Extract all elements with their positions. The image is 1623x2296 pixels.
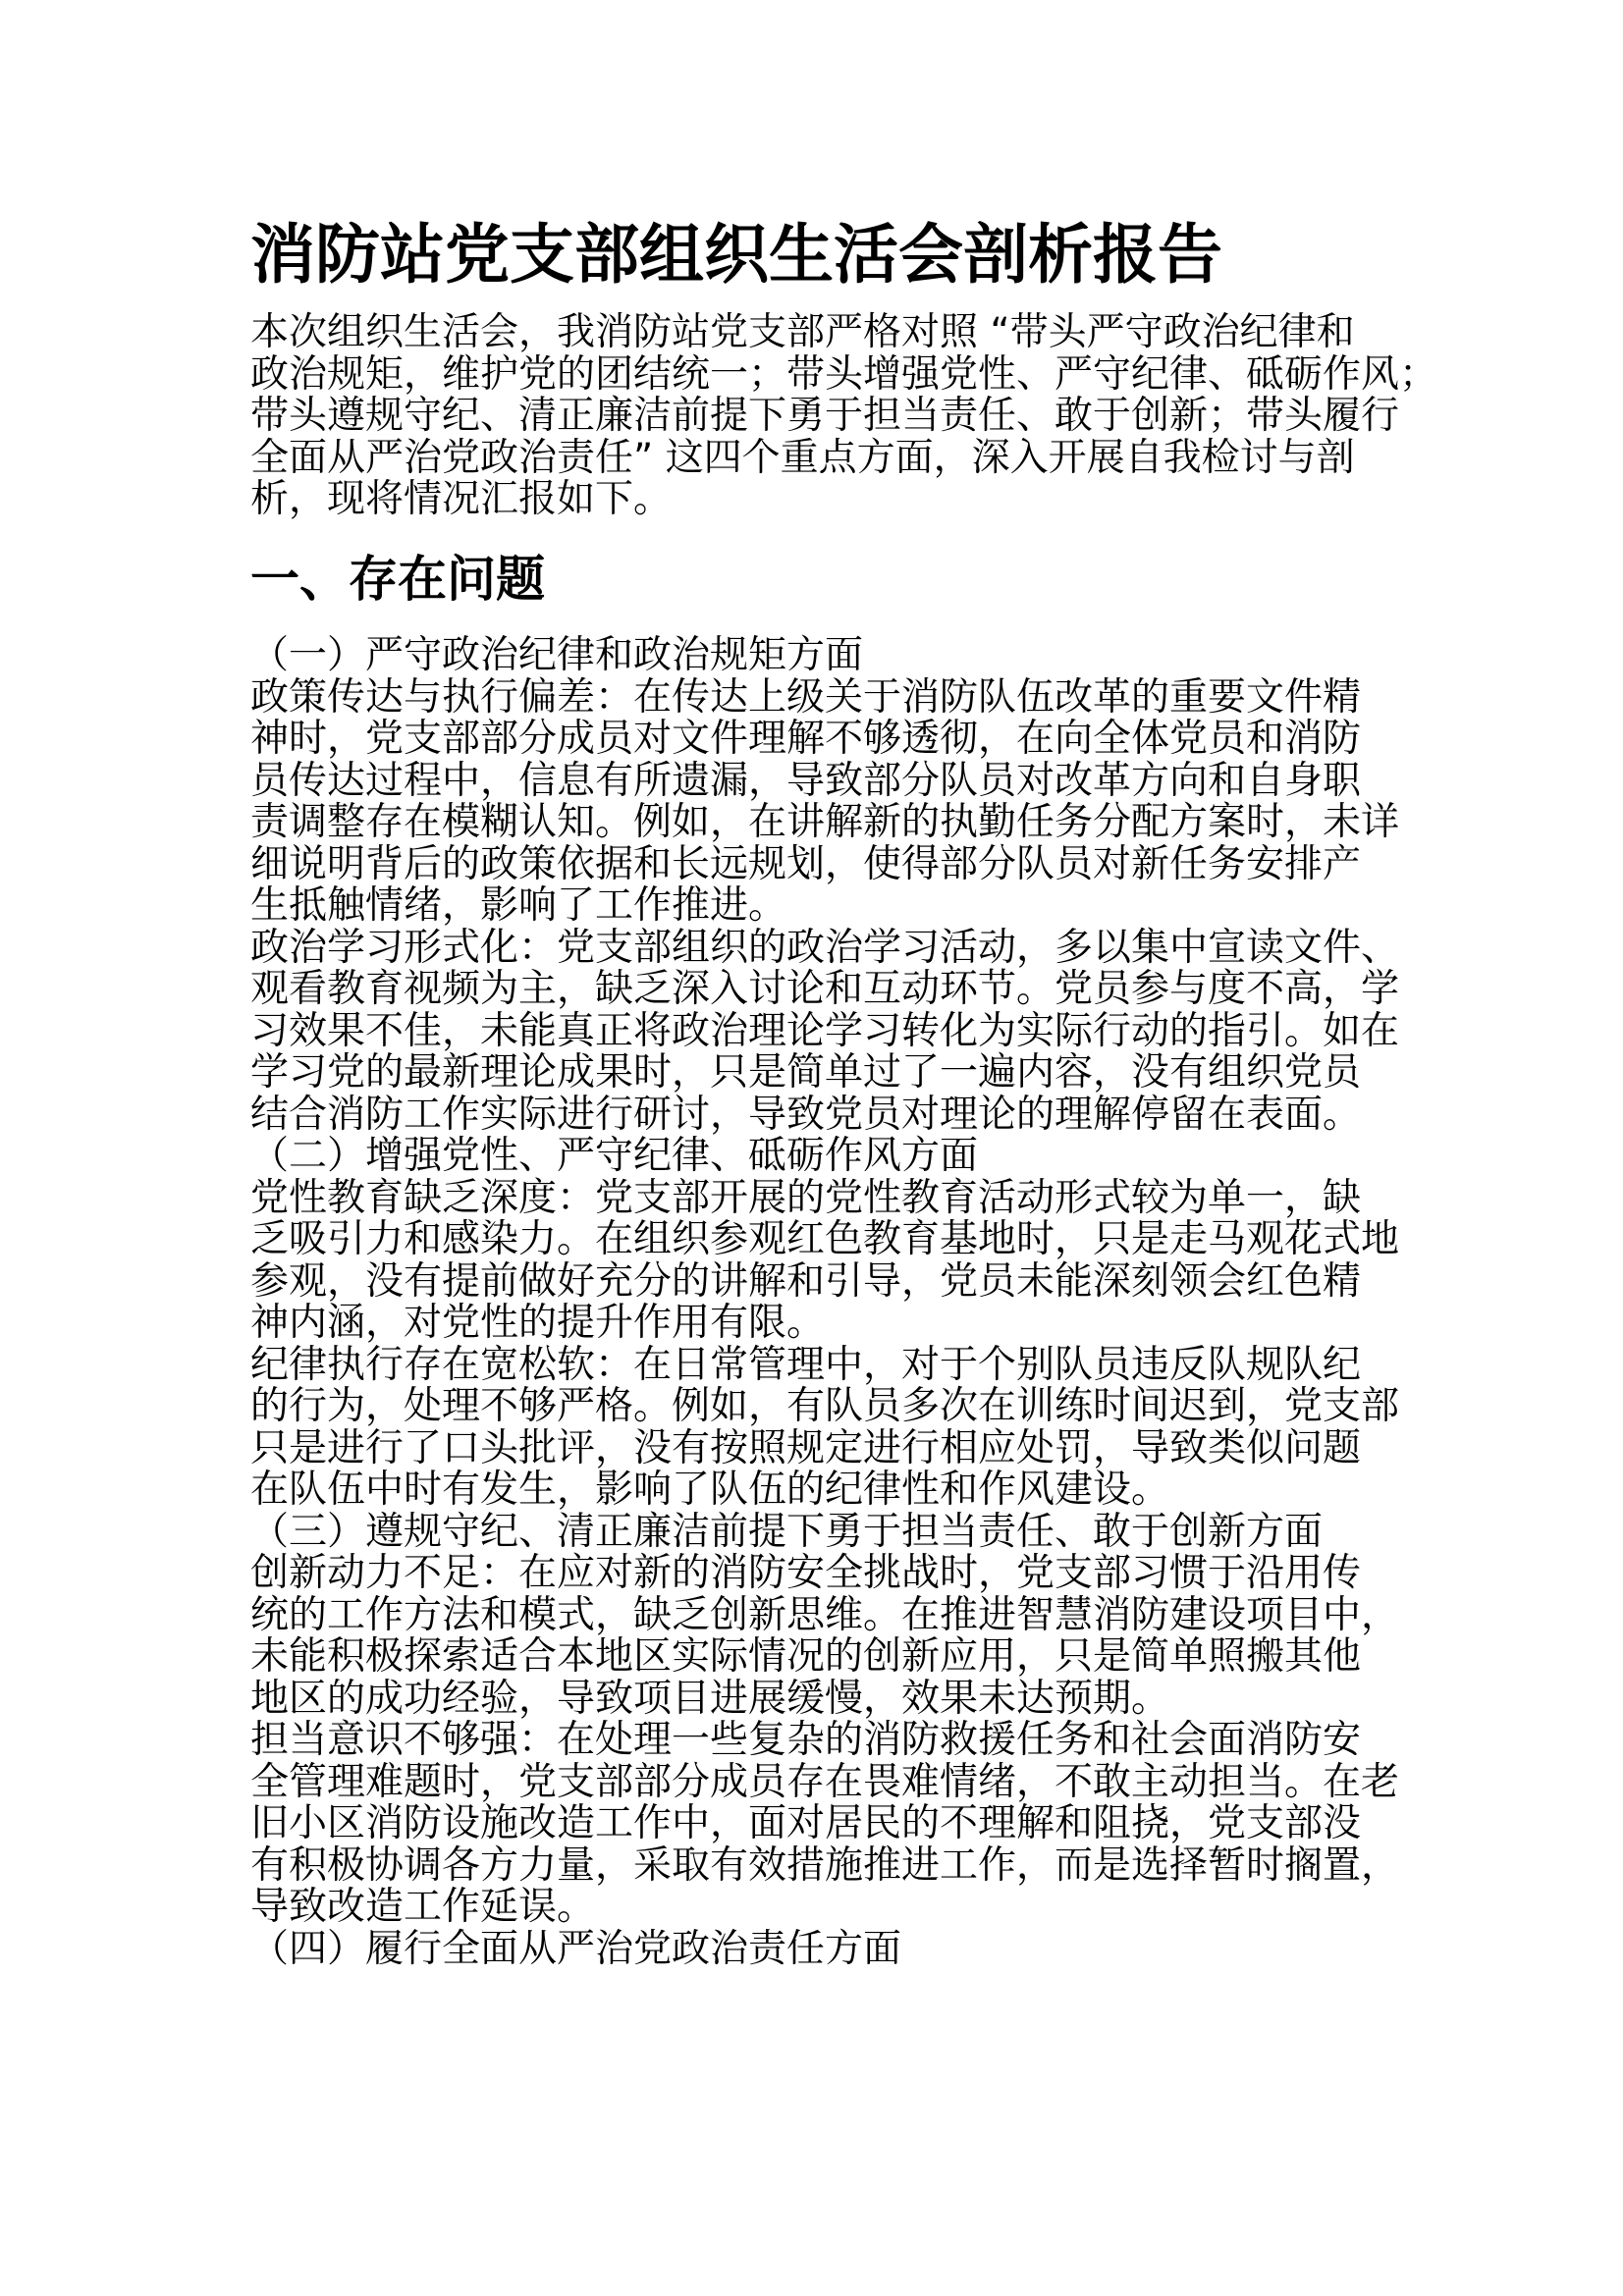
body-line: 在队伍中时有发生，影响了队伍的纪律性和作风建设。 (250, 1468, 1170, 1512)
section-heading-problems: 一、存在问题 (250, 551, 545, 608)
section-body (250, 635, 1399, 1970)
body-line: 创新动力不足：在应对新的消防安全挑战时，党支部习惯于沿用传 (250, 1551, 1362, 1595)
body-line: 未能积极探索适合本地区实际情况的创新应用，只是简单照搬其他 (250, 1634, 1362, 1679)
body-line: （二）增强党性、严守纪律、砥砺作风方面 (250, 1134, 979, 1178)
body-line: 责调整存在模糊认知。例如，在讲解新的执勤任务分配方案时，未详 (250, 800, 1400, 844)
body-line: 担当意识不够强：在处理一些复杂的消防救援任务和社会面消防安 (250, 1718, 1362, 1762)
body-line: 观看教育视频为主，缺乏深入讨论和互动环节。党员参与度不高，学 (250, 967, 1400, 1011)
body-line: 生抵触情绪，影响了工作推进。 (250, 883, 787, 928)
body-line: 神内涵，对党性的提升作用有限。 (250, 1301, 826, 1345)
body-line: 有积极协调各方力量，采取有效措施推进工作，而是选择暂时搁置， (250, 1842, 1400, 1888)
body-line: 纪律执行存在宽松软：在日常管理中，对于个别队员违反队规队纪 (250, 1342, 1362, 1387)
body-line: （一）严守政治纪律和政治规矩方面 (250, 633, 864, 677)
body-line: 统的工作方法和模式，缺乏创新思维。在推进智慧消防建设项目中， (250, 1592, 1400, 1637)
body-line: 全管理难题时，党支部部分成员存在畏难情绪，不敢主动担当。在老 (250, 1759, 1400, 1804)
body-line: 旧小区消防设施改造工作中，面对居民的不理解和阻挠，党支部没 (250, 1801, 1362, 1845)
intro-line: 本次组织生活会，我消防站党支部严格对照 “带头严守政治纪律和 (250, 310, 1355, 354)
body-line: （三）遵规守纪、清正廉洁前提下勇于担当责任、敢于创新方面 (250, 1509, 1324, 1554)
body-line: 结合消防工作实际进行研讨，导致党员对理论的理解停留在表面。 (250, 1092, 1362, 1137)
intro-line: 政治规矩，维护党的团结统一；带头增强党性、严守纪律、砥砺作风； (250, 351, 1438, 397)
intro-line: 析，现将情况汇报如下。 (250, 477, 673, 521)
body-line: 员传达过程中，信息有所遗漏，导致部分队员对改革方向和自身职 (250, 758, 1362, 803)
body-line: （四）履行全面从严治党政治责任方面 (250, 1926, 902, 1971)
document-title: 消防站党支部组织生活会剖析报告 (250, 217, 1222, 293)
intro-line: 全面从严治党政治责任” 这四个重点方面，深入开展自我检讨与剖 (250, 435, 1355, 480)
body-line: 只是进行了口头批评，没有按照规定进行相应处罚，导致类似问题 (250, 1425, 1362, 1470)
body-line: 参观，没有提前做好充分的讲解和引导，党员未能深刻领会红色精 (250, 1258, 1362, 1304)
body-line: 地区的成功经验，导致项目进展缓慢，效果未达预期。 (250, 1676, 1170, 1721)
body-line: 习效果不佳，未能真正将政治理论学习转化为实际行动的指引。如在 (250, 1008, 1400, 1053)
body-line: 细说明背后的政策依据和长远规划，使得部分队员对新任务安排产 (250, 841, 1362, 886)
body-line: 神时，党支部部分成员对文件理解不够透彻，在向全体党员和消防 (250, 717, 1362, 761)
body-line: 的行为，处理不够严格。例如，有队员多次在训练时间迟到，党支部 (250, 1384, 1400, 1428)
body-line: 乏吸引力和感染力。在组织参观红色教育基地时，只是走马观花式地 (250, 1217, 1400, 1261)
body-line: 政治学习形式化：党支部组织的政治学习活动，多以集中宣读文件、 (250, 925, 1400, 970)
body-line: 学习党的最新理论成果时，只是简单过了一遍内容，没有组织党员 (250, 1050, 1362, 1095)
body-line: 导致改造工作延误。 (250, 1885, 596, 1929)
body-line: 党性教育缺乏深度：党支部开展的党性教育活动形式较为单一，缺 (250, 1175, 1362, 1220)
body-line: 政策传达与执行偏差：在传达上级关于消防队伍改革的重要文件精 (250, 674, 1362, 720)
intro-paragraph (250, 312, 1437, 521)
intro-line: 带头遵规守纪、清正廉洁前提下勇于担当责任、敢于创新；带头履行 (250, 394, 1400, 438)
